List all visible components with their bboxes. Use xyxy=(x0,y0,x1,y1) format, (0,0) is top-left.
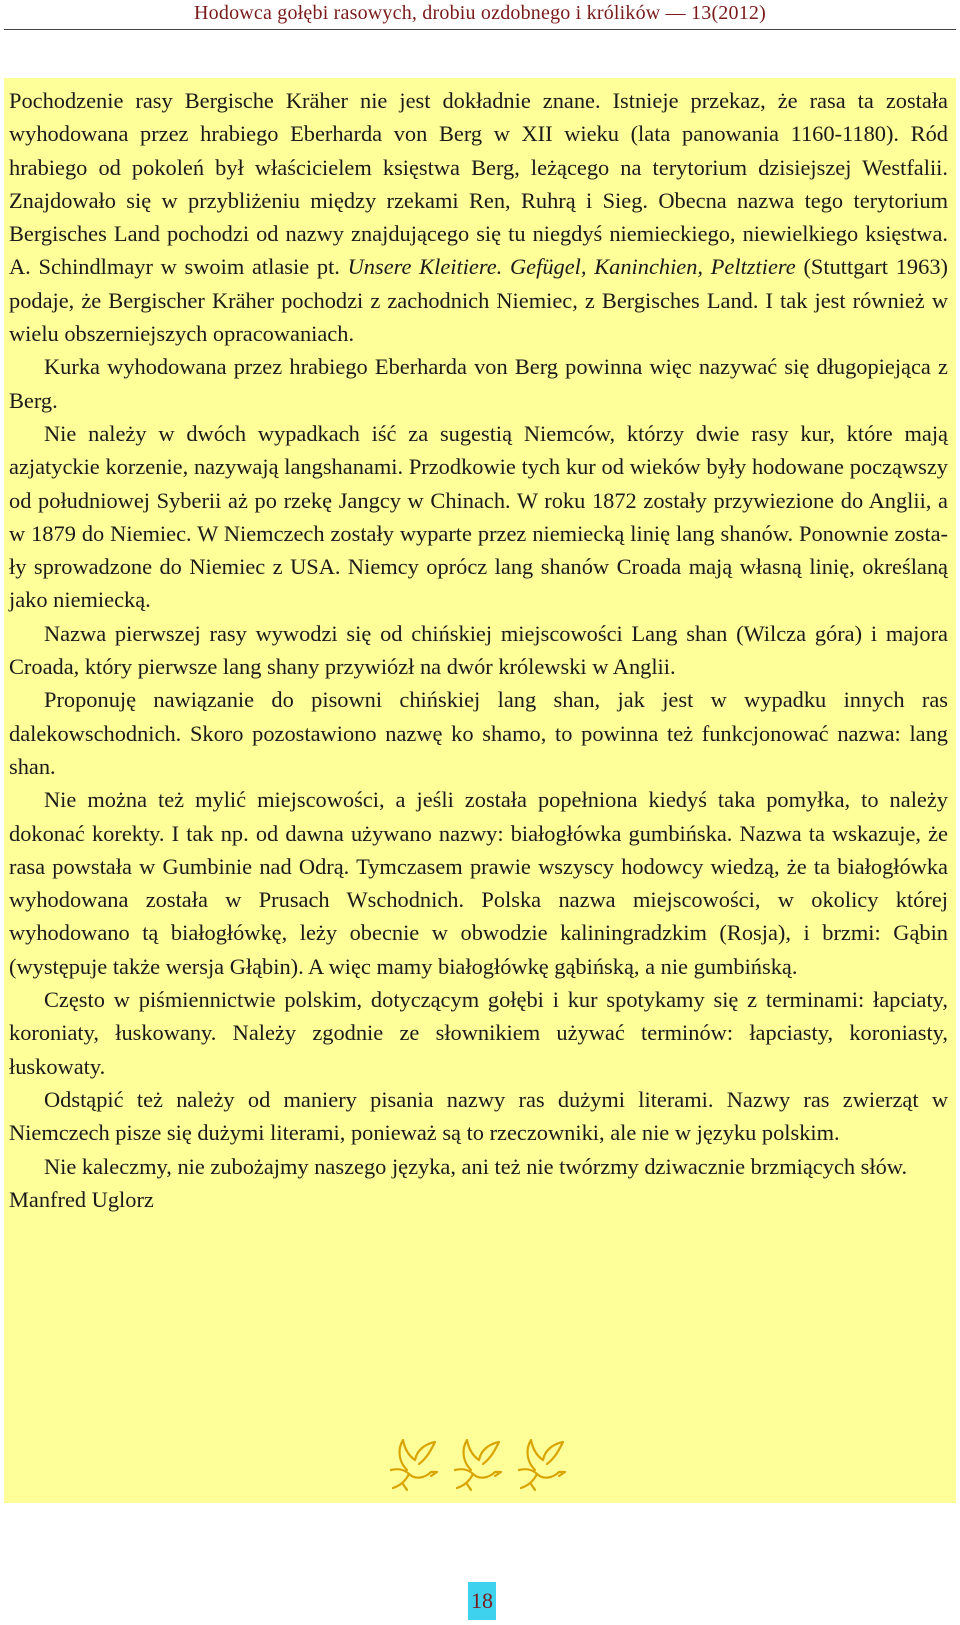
book-title: Unsere Kleitiere. Gefügel, Kaninchien, Peltztiere xyxy=(347,254,796,280)
dove-icon xyxy=(385,1436,441,1492)
paragraph-capitals: Odstąpić też należy od maniery pisania nazwy ras dużymi literami. Nazwy ras zwierząt w Niemczech pisze się dużymi literami, ponieważ są to rzeczowniki, ale nie w języku polskim. xyxy=(9,1086,948,1146)
header-rule xyxy=(4,29,956,30)
paragraph-naming: Kurka wyhodowana przez hrabiego Eberharda von Berg powinna więc nazywać się długopiejąca z Berg. xyxy=(9,354,948,413)
paragraph-terms: Często w piśmiennictwie polskim, dotyczącym gołębi i kur spotykamy się z terminami: łapciaty, koroniaty, łuskowany. Należy zgodnie ze słownikiem używać terminów: łapciasty, koroniasty, łuskowaty. xyxy=(9,987,948,1079)
paragraph-origin-text-b: (Stuttgart 1963) podaje, że Bergischer Kräher pochodzi z zachodnich Niemiec, z Bergisches Land. I tak jest również w wielu obszerniejszych opracowaniach. xyxy=(9,254,948,347)
paragraph-origin xyxy=(9,84,948,350)
paragraph-langshan: Nie należy w dwóch wypadkach iść za sugestią Niemców, którzy dwie rasy kur, które mają azjatyckie korzenie, nazywają langshanami. Przodkowie tych kur od wieków były hodowane począwszy od południowej Syberii aż po rzekę Jangcy w Chinach. W roku 1872 zostały przywiezione do Anglii, a w 1879 do Niemiec. W Niemczech zostały wyparte przez niemiecką linię lang shanów. Ponownie zostały sprowadzone do Niemiec z USA. Niemcy oprócz lang shanów Croada mają własną linię, określaną jako niemiecką. xyxy=(9,420,948,613)
dove-icon xyxy=(513,1436,569,1492)
paragraph-gabin: Nie można też mylić miejscowości, a jeśli została popełniona kiedyś taka pomyłka, to należy dokonać korekty. I tak np. od dawna używano nazwy: białogłówka gumbińska. Nazwa ta wskazuje, że rasa powstała w Gumbinie nad Odrą. Tymczasem prawie wszyscy hodowcy wiedzą, że ta białogłówka wyhodowana została w Prusach Wschodnich. Polska nazwa miejscowości, w okolicy której wyhodowano tą białogłówkę, leży obecnie w obwodzie kaliningradzkim (Rosja), i brzmi: Gąbin (występuje także wersja Głąbin). A więc mamy białogłówkę gąbińską, a nie gumbińską. xyxy=(9,787,948,979)
article-box xyxy=(4,78,956,1503)
running-header: Hodowca gołębi rasowych, drobiu ozdobnego i królików — 13(2012) xyxy=(194,2,766,24)
dove-ornament xyxy=(385,1436,575,1496)
page-number: 18 xyxy=(468,1582,496,1620)
dove-icon xyxy=(449,1436,505,1492)
paragraph-name-origin: Nazwa pierwszej rasy wywodzi się od chińskiej miejscowości Lang shan (Wilcza góra) i majora Croada, który pierwsze lang shany przywiózł na dwór królewski w Anglii. xyxy=(9,620,948,680)
paragraph-closing: Nie kaleczmy, nie zubożajmy naszego języka, ani też nie twórzmy dziwacznie brzmiących słów. xyxy=(44,1153,908,1179)
paragraph-origin-text-a: Pochodzenie rasy Bergische Kräher nie jest dokładnie znane. Istnieje przekaz, że rasa ta została wyhodowana przez hrabiego Eberharda von Berg w XII wieku (lata panowania 1160-1180). Ród hrabiego od pokoleń był właścicielem księstwa Berg, leżącego na terytorium dzisiejszej Westfalii. Znajdowało się w przybliżeniu między rzekami Ren, Ruhrą i Sieg. Obecna nazwa tego terytorium Bergisches Land pochodzi od nazwy znajdującego się tu niegdyś niemieckiego, niewielkiego księstwa. A. Schindlmayr w swoim atlasie pt. xyxy=(9,88,948,280)
author-signature: Manfred Uglorz xyxy=(9,1186,154,1212)
paragraph-proposal: Proponuję nawiązanie do pisowni chińskiej lang shan, jak jest w wypadku innych ras dalekowschodnich. Skoro pozostawiono nazwę ko shamo, to powinna też funkcjonować nazwa: lang shan. xyxy=(9,687,948,779)
